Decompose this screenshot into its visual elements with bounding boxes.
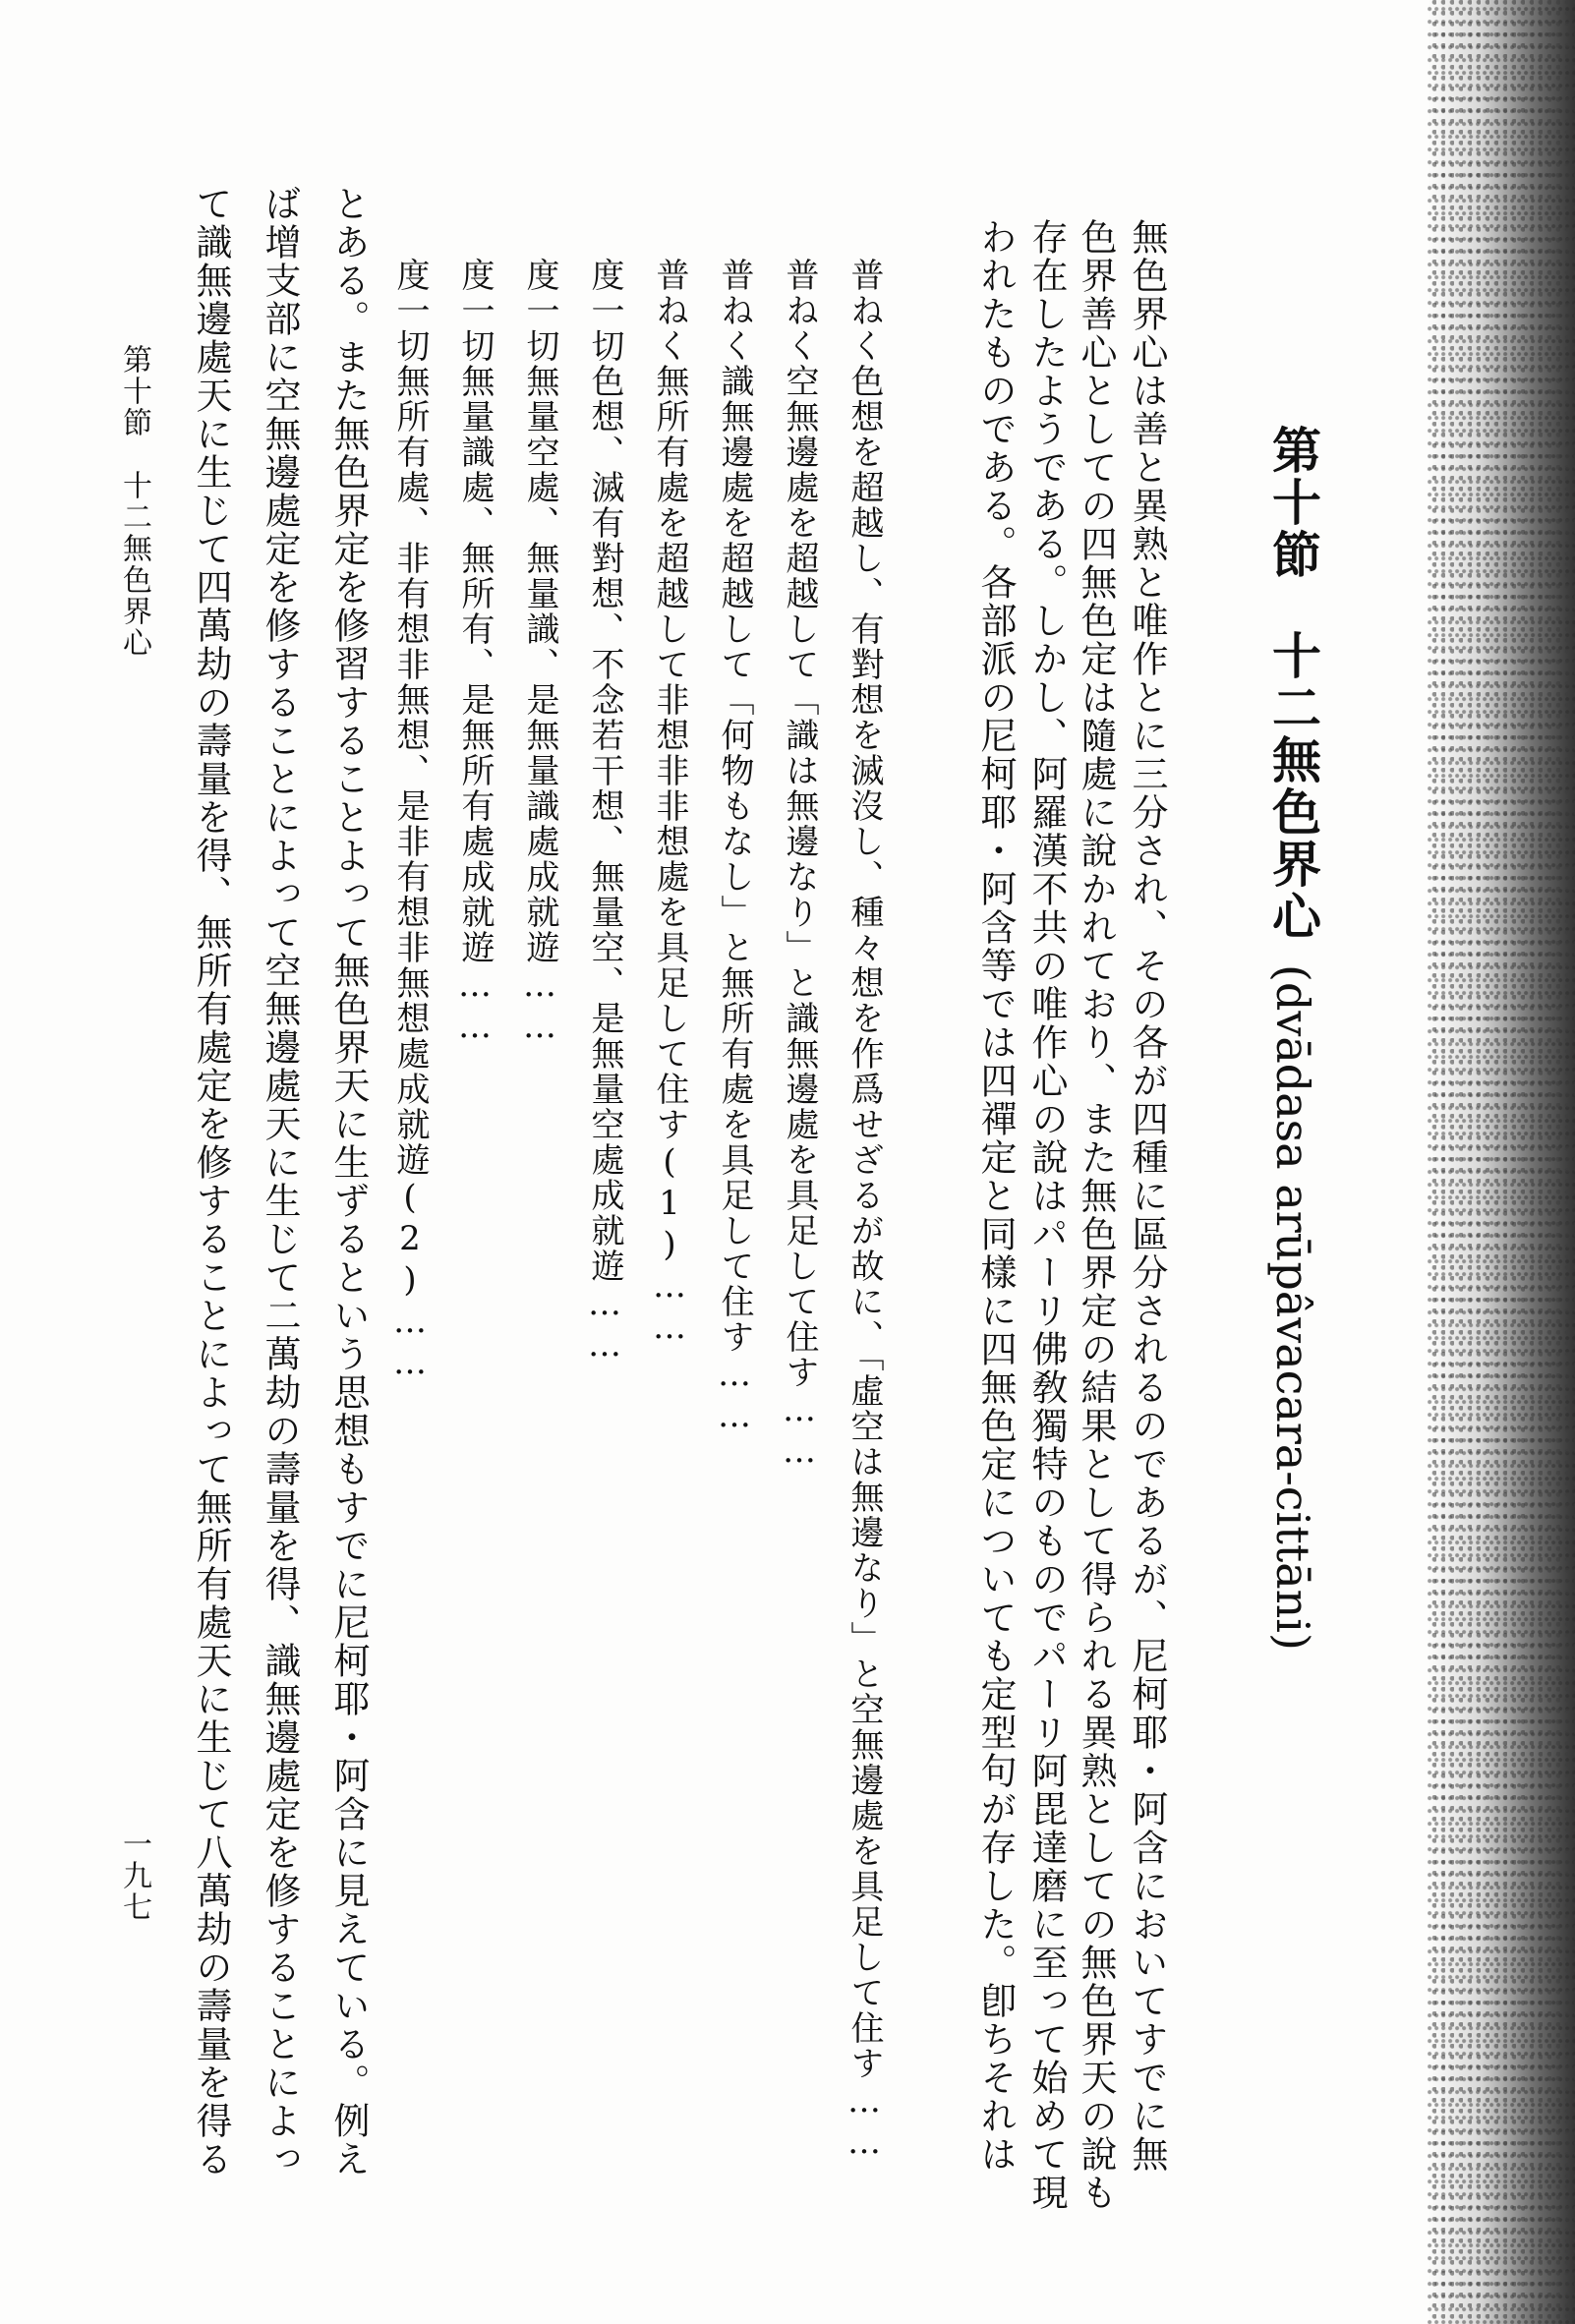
paragraph-line: 存在したようである。しかし、阿羅漢不共の唯作心の說はパーリ佛敎獨特のものでパーリ阿毘達磨に至って始めて現	[1025, 218, 1068, 2212]
paragraph-line: とある。また無色界定を修習することよって無色界天に生ずるという思想もすでに尼柯耶・阿含に見えている。例え	[327, 185, 370, 2179]
quote-line: 普ねく色想を超越し、有對想を滅沒し、種々想を作爲せざるが故に、「虛空は無邊なり」と空無邊處を具足して住す……	[845, 258, 884, 2164]
paragraph-line: われたものである。各部派の尼柯耶・阿含等では四禪定と同樣に四無色定についても定型句が存した。卽ちそれは	[974, 218, 1017, 2174]
section-number: 第十節	[1264, 425, 1322, 581]
section-roman-title: (dvādasa arūpâvacara-cittāni)	[1266, 964, 1319, 1651]
section-heading: 十二無色界心	[1264, 630, 1322, 943]
scan-edge-shadow	[1428, 0, 1575, 2324]
quote-line: 普ねく無所有處を超越して非想非非想處を具足して住す(1)……	[650, 258, 689, 1349]
paragraph-line: 色界善心としての四無色定は隨處に說かれており、また無色界定の結果として得られる異熟としての無色界天の說も	[1075, 218, 1117, 2212]
quote-line: 普ねく識無邊處を超越して「何物もなし」と無所有處を具足して住す……	[715, 258, 754, 1437]
running-head: 第十節 十二無色界心	[117, 344, 151, 659]
paragraph-line: ば增支部に空無邊處定を修することによって空無邊處天に生じて二萬劫の壽量を得、識無邊處定を修することによっ	[259, 185, 301, 2179]
section-title	[1264, 425, 1322, 1651]
paragraph-line: 無色界心は善と異熟と唯作とに三分され、その各が四種に區分されるのであるが、尼柯耶・阿含においてすでに無	[1126, 218, 1168, 2174]
quote-line: 度一切無量識處、無所有、是無所有處成就遊……	[455, 258, 495, 1048]
page-number: 一九七	[117, 1829, 151, 1923]
quote-line: 度一切無所有處、非有想非無想、是非有想非無想處成就遊(2)……	[390, 258, 430, 1384]
quote-line: 度一切色想、滅有對想、不念若干想、無量空、是無量空處成就遊……	[585, 258, 624, 1366]
quote-line: 普ねく空無邊處を超越して「識は無邊なり」と識無邊處を具足して住す……	[780, 258, 819, 1473]
paragraph-line: て識無邊處天に生じて四萬劫の壽量を得、無所有處定を修することによって無所有處天に生じて八萬劫の壽量を得る	[190, 185, 232, 2179]
quote-line: 度一切無量空處、無量識、是無量識處成就遊……	[520, 258, 559, 1048]
